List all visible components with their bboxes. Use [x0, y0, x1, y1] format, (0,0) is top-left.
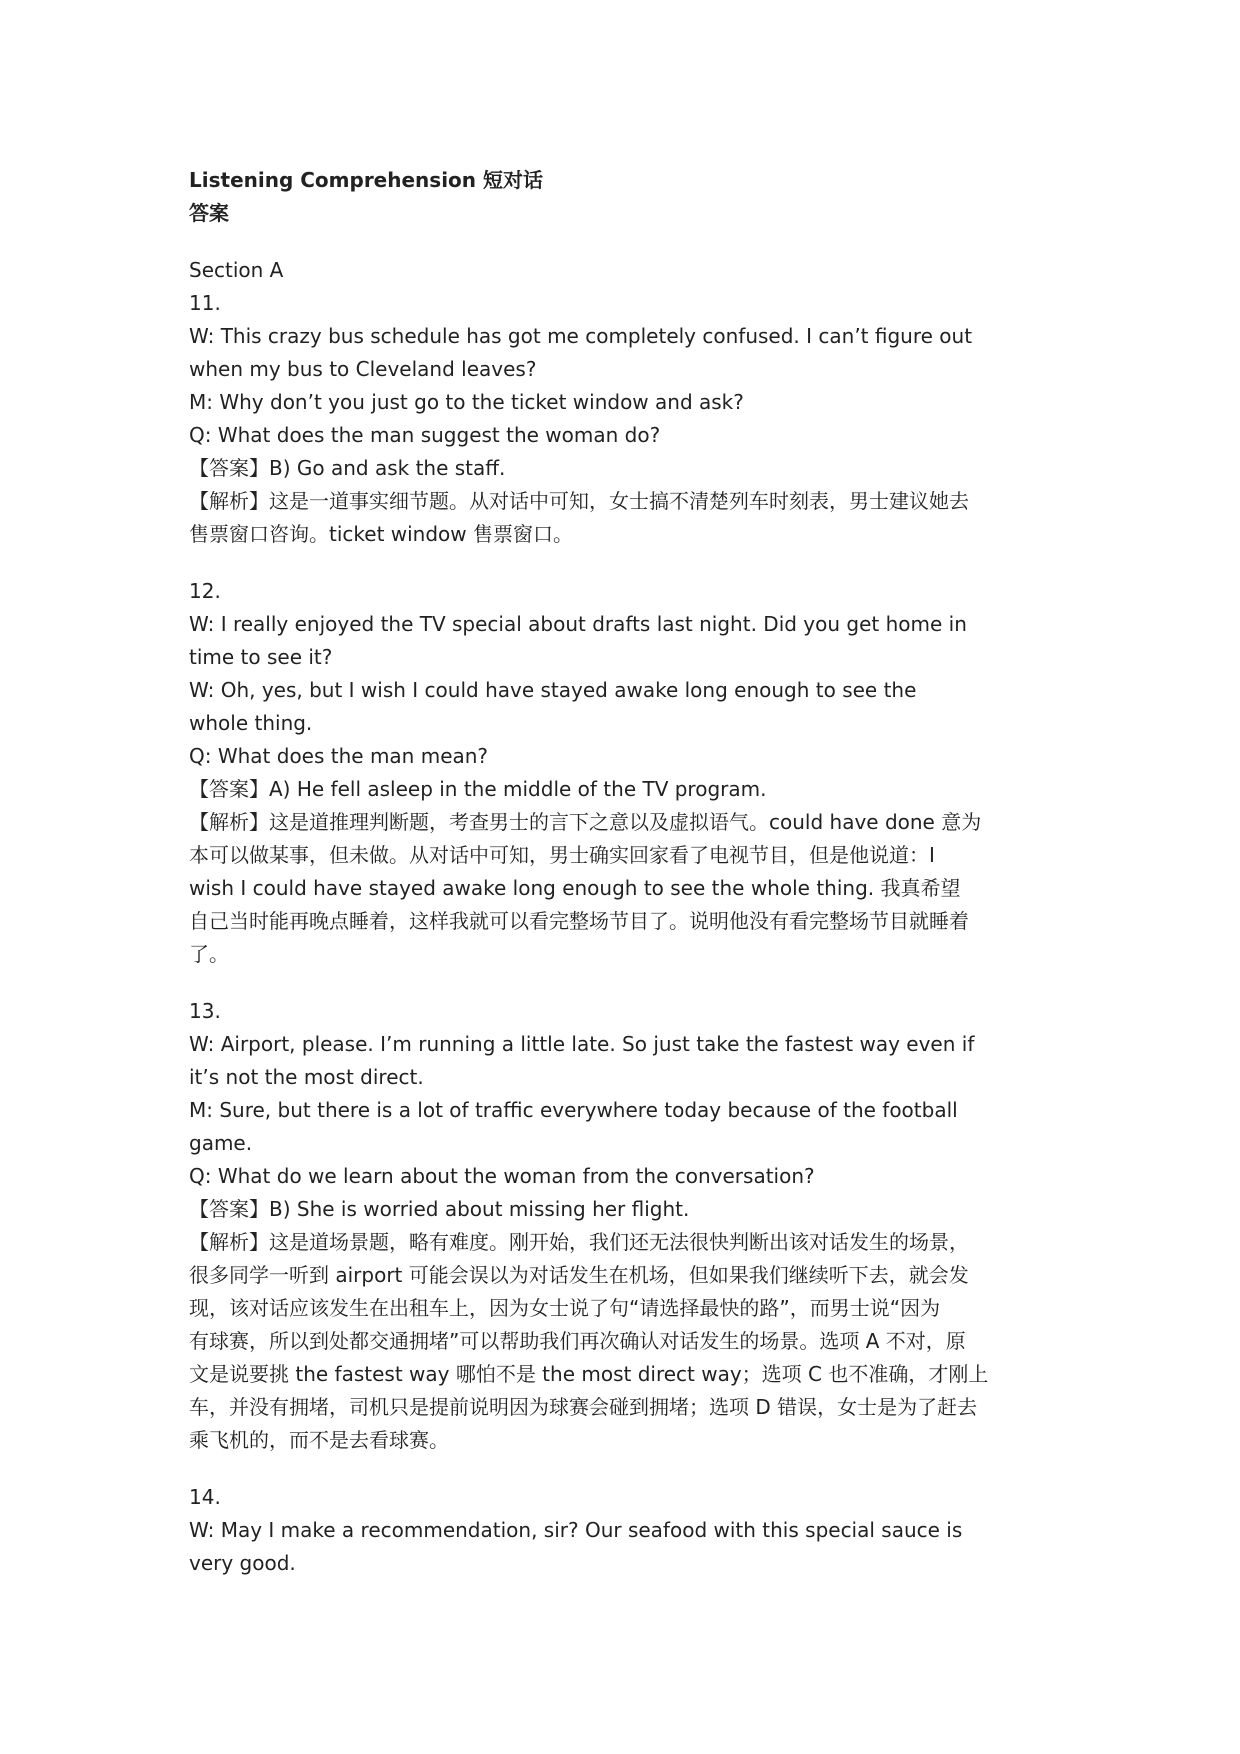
question-text-line: whole thing.	[189, 711, 313, 735]
question-block	[189, 1457, 1069, 1580]
question-text-line: it’s not the most direct.	[189, 1065, 424, 1089]
document-title: Listening Comprehension 短对话	[189, 168, 543, 192]
question-number: 14.	[189, 1485, 221, 1509]
question-text-line: Q: What does the man mean?	[189, 744, 489, 768]
question-text-line: W: Oh, yes, but I wish I could have stayed awake long enough to see the	[189, 678, 917, 702]
question-text-line: 【答案】B) She is worried about missing her flight.	[189, 1197, 690, 1221]
question-text-line: wish I could have stayed awake long enough to see the whole thing. 我真希望	[189, 876, 961, 900]
question-text-line: time to see it?	[189, 645, 333, 669]
question-block	[189, 971, 1069, 1457]
question-number: 13.	[189, 999, 221, 1023]
question-block	[189, 551, 1069, 971]
question-text-line: 现，该对话应该发生在出租车上，因为女士说了句“请选择最快的路”，而男士说“因为	[189, 1296, 941, 1320]
question-text-line: 【答案】A) He fell asleep in the middle of the TV program.	[189, 777, 767, 801]
question-text-line: 【解析】这是一道事实细节题。从对话中可知，女士搞不清楚列车时刻表，男士建议她去	[189, 489, 969, 513]
question-text-line: W: May I make a recommendation, sir? Our seafood with this special sauce is	[189, 1518, 963, 1542]
question-text-line: 有球赛，所以到处都交通拥堵”可以帮助我们再次确认对话发生的场景。选项 A 不对，原	[189, 1329, 966, 1353]
question-text-line: game.	[189, 1131, 253, 1155]
question-number: 12.	[189, 579, 221, 603]
question-text-line: 售票窗口咨询。ticket window 售票窗口。	[189, 522, 574, 546]
question-number: 11.	[189, 291, 221, 315]
question-text-line: 自己当时能再晚点睡着，这样我就可以看完整场节目了。说明他没有看完整场节目就睡着	[189, 909, 969, 933]
question-text-line: 本可以做某事，但未做。从对话中可知，男士确实回家看了电视节目，但是他说道：I	[189, 843, 935, 867]
question-text-line: M: Why don’t you just go to the ticket window and ask?	[189, 390, 744, 414]
question-text-line: 车，并没有拥堵，司机只是提前说明因为球赛会碰到拥堵；选项 D 错误，女士是为了赶去	[189, 1395, 978, 1419]
question-text-line: 文是说要挑 the fastest way 哪怕不是 the most direct way；选项 C 也不准确，才刚上	[189, 1362, 989, 1386]
question-text-line: very good.	[189, 1551, 296, 1575]
question-list	[189, 287, 1069, 1580]
question-text-line: 了。	[189, 942, 229, 966]
question-text-line: 【答案】B) Go and ask the staff.	[189, 456, 506, 480]
question-text-line: 很多同学一听到 airport 可能会误以为对话发生在机场，但如果我们继续听下去，就会发	[189, 1263, 969, 1287]
question-text-line: when my bus to Cleveland leaves?	[189, 357, 537, 381]
question-text-line: 乘飞机的，而不是去看球赛。	[189, 1428, 449, 1452]
question-block	[189, 287, 1069, 551]
document-page	[189, 164, 1069, 1580]
question-text-line: W: This crazy bus schedule has got me completely confused. I can’t figure out	[189, 324, 973, 348]
question-text-line: W: I really enjoyed the TV special about drafts last night. Did you get home in	[189, 612, 967, 636]
question-text-line: 【解析】这是道场景题，略有难度。刚开始，我们还无法很快判断出该对话发生的场景，	[189, 1230, 969, 1254]
question-text-line: 【解析】这是道推理判断题，考查男士的言下之意以及虚拟语气。could have done 意为	[189, 810, 982, 834]
section-heading: Section A	[189, 258, 284, 282]
document-subtitle: 答案	[189, 201, 229, 225]
question-text-line: Q: What does the man suggest the woman do?	[189, 423, 661, 447]
question-text-line: Q: What do we learn about the woman from the conversation?	[189, 1164, 815, 1188]
question-text-line: W: Airport, please. I’m running a little late. So just take the fastest way even if	[189, 1032, 975, 1056]
question-text-line: M: Sure, but there is a lot of traffic everywhere today because of the football	[189, 1098, 958, 1122]
